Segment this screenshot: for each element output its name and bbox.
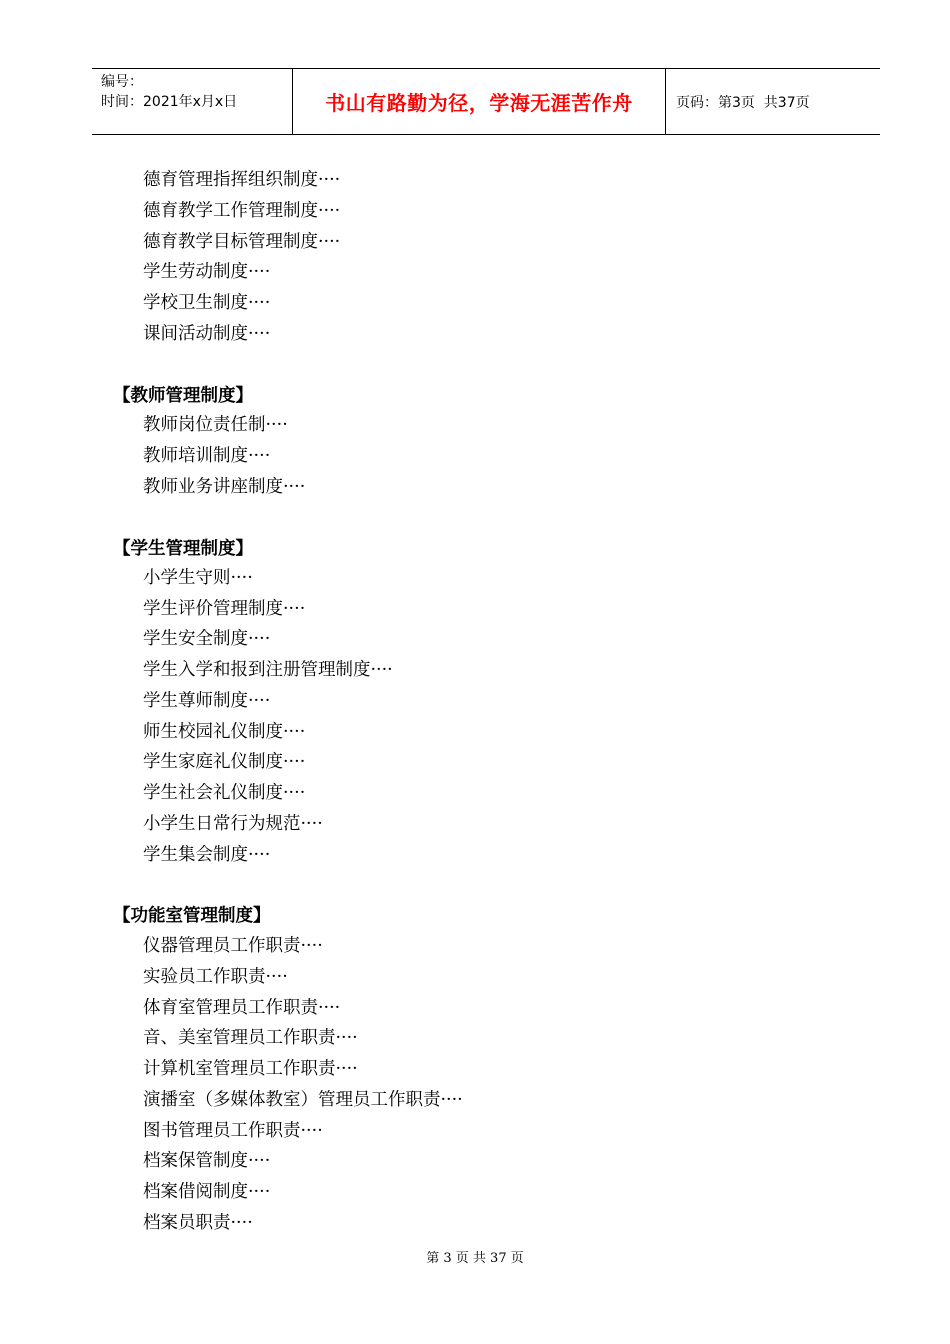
list-item: 德育教学工作管理制度···· bbox=[143, 201, 341, 221]
list-item: 音、美室管理员工作职责···· bbox=[143, 1028, 358, 1048]
list-item: 德育管理指挥组织制度···· bbox=[143, 170, 341, 190]
list-item: 学生尊师制度···· bbox=[143, 691, 271, 711]
footer-page-number: 第 3 页 共 37 页 bbox=[426, 1251, 524, 1266]
list-item: 教师岗位责任制···· bbox=[143, 415, 288, 435]
section-heading-function-rooms: 【功能室管理制度】 bbox=[113, 906, 271, 926]
list-item: 教师业务讲座制度···· bbox=[143, 477, 306, 497]
list-item: 小学生日常行为规范···· bbox=[143, 814, 323, 834]
list-item: 教师培训制度···· bbox=[143, 446, 271, 466]
list-item: 学生集会制度···· bbox=[143, 845, 271, 865]
page-header bbox=[92, 68, 880, 135]
list-item: 仪器管理员工作职责···· bbox=[143, 936, 323, 956]
page-footer bbox=[0, 1247, 950, 1266]
list-item: 档案员职责···· bbox=[143, 1213, 253, 1233]
header-page-info bbox=[666, 69, 880, 134]
header-time: 时间：2021年x月x日 bbox=[101, 94, 238, 110]
list-item: 档案借阅制度···· bbox=[143, 1182, 271, 1202]
list-item: 计算机室管理员工作职责···· bbox=[143, 1059, 358, 1079]
list-item: 学生社会礼仪制度···· bbox=[143, 783, 306, 803]
list-item: 图书管理员工作职责···· bbox=[143, 1121, 323, 1141]
list-item: 师生校园礼仪制度···· bbox=[143, 722, 306, 742]
list-item: 演播室（多媒体教室）管理员工作职责···· bbox=[143, 1090, 463, 1110]
list-item: 档案保管制度···· bbox=[143, 1151, 271, 1171]
list-item: 德育教学目标管理制度···· bbox=[143, 232, 341, 252]
list-item: 学生入学和报到注册管理制度···· bbox=[143, 660, 393, 680]
list-item: 学生安全制度···· bbox=[143, 629, 271, 649]
list-item: 体育室管理员工作职责···· bbox=[143, 998, 341, 1018]
list-item: 学生劳动制度···· bbox=[143, 262, 271, 282]
list-item: 学生评价管理制度···· bbox=[143, 599, 306, 619]
section-heading-teacher: 【教师管理制度】 bbox=[113, 386, 253, 406]
list-item: 学校卫生制度···· bbox=[143, 293, 271, 313]
list-item: 课间活动制度···· bbox=[143, 324, 271, 344]
header-number-label: 编号： bbox=[101, 74, 143, 90]
section-heading-student: 【学生管理制度】 bbox=[113, 539, 253, 559]
header-info bbox=[92, 69, 293, 134]
header-motto: 书山有路勤为径，学海无涯苦作舟 bbox=[293, 69, 666, 134]
list-item: 实验员工作职责···· bbox=[143, 967, 288, 987]
list-item: 小学生守则···· bbox=[143, 568, 253, 588]
header-page-text: 页码：第3页 共37页 bbox=[676, 94, 810, 111]
list-item: 学生家庭礼仪制度···· bbox=[143, 752, 306, 772]
